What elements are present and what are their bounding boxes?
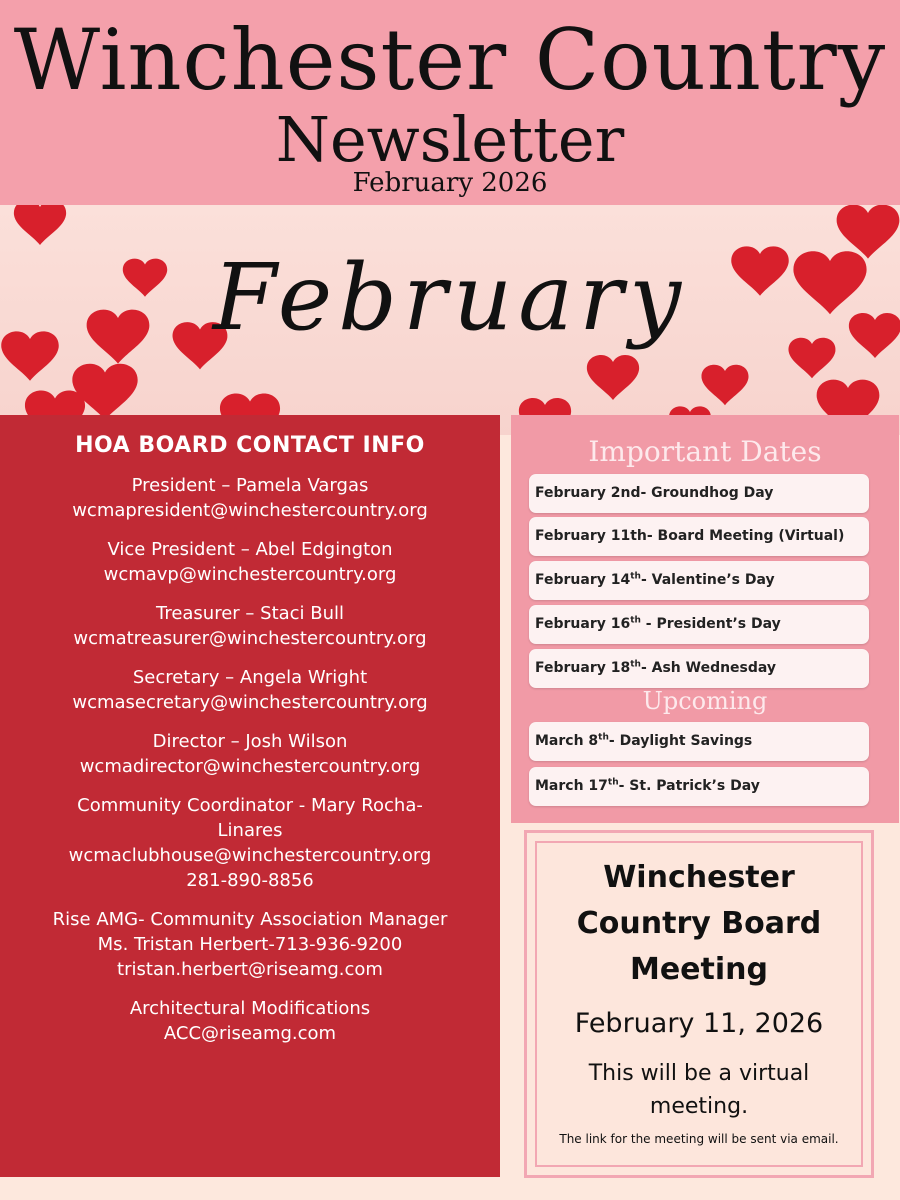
contact-entry [0, 537, 500, 587]
meeting-note: This will be a virtual meeting. [588, 1061, 810, 1119]
date-item-text: - Valentine’s Day [640, 572, 775, 588]
contact-line: Ms. Tristan Herbert-713-936-9200 [97, 934, 403, 955]
date-item [529, 605, 869, 644]
date-item [529, 722, 869, 761]
meeting-title: Winchester Country Board Meeting [576, 860, 822, 987]
date-item [529, 517, 869, 556]
date-item-text: February 16 [535, 616, 631, 632]
date-item [529, 474, 869, 513]
contact-line: Treasurer – Staci Bull [155, 603, 345, 624]
date-item-text: March 8 [535, 733, 599, 749]
date-item-text: February 2nd- Groundhog Day [535, 485, 774, 501]
date-item [529, 561, 869, 600]
contact-line: Vice President – Abel Edgington [107, 539, 393, 560]
date-item-text: March 17 [535, 778, 608, 794]
date-item-text: - Daylight Savings [608, 733, 753, 749]
contact-line: Secretary – Angela Wright [132, 667, 368, 688]
date-item-suffix: th [630, 571, 641, 582]
meeting-link-note: The link for the meeting will be sent via email. [559, 1132, 839, 1146]
contact-heading: HOA BOARD CONTACT INFO [75, 433, 425, 458]
contact-line: Rise AMG- Community Association Manager [52, 909, 448, 930]
date-item-text: - President’s Day [640, 616, 781, 632]
contact-line: wcmasecretary@winchestercountry.org [72, 692, 428, 713]
contact-line: wcmaclubhouse@winchestercountry.org [68, 845, 432, 866]
contact-line: President – Pamela Vargas [131, 475, 369, 496]
contact-line: Director – Josh Wilson [152, 731, 348, 752]
date-item-text: February 14 [535, 572, 631, 588]
contact-line: Architectural Modifications [129, 998, 371, 1019]
contact-entry [0, 601, 500, 651]
board-meeting-card [524, 830, 874, 1178]
contact-line: 281-890-8856 [186, 870, 314, 891]
date-item-suffix: th [607, 777, 619, 788]
date-item-suffix: th [598, 732, 609, 743]
newsletter-header [0, 0, 900, 205]
newsletter-title: Winchester Country [13, 11, 887, 109]
contact-entry [0, 907, 500, 982]
date-item-text: February 11th- Board Meeting (Virtual) [535, 528, 845, 544]
contact-line: Linares [217, 820, 283, 841]
banner-script-word: February [212, 244, 688, 351]
newsletter-subtitle: Newsletter [275, 103, 625, 176]
contact-line: tristan.herbert@riseamg.com [117, 959, 383, 980]
date-item [529, 649, 869, 688]
contact-line: wcmapresident@winchestercountry.org [72, 500, 428, 521]
hoa-contact-panel [0, 415, 500, 1177]
contact-entry [0, 729, 500, 779]
contact-line: Community Coordinator - Mary Rocha- [77, 795, 423, 816]
contact-entry [0, 473, 500, 523]
date-item-text: - Ash Wednesday [640, 660, 777, 676]
contact-line: wcmatreasurer@winchestercountry.org [73, 628, 427, 649]
date-item [529, 767, 869, 806]
meeting-date: February 11, 2026 [574, 1008, 824, 1039]
contact-entry [0, 996, 500, 1046]
date-item-suffix: th [630, 615, 641, 626]
contact-entry [0, 665, 500, 715]
date-item-suffix: th [630, 659, 641, 670]
date-item-text: - St. Patrick’s Day [618, 778, 760, 794]
issue-date: February 2026 [352, 168, 548, 198]
contact-list [0, 473, 500, 1046]
contact-line: wcmadirector@winchestercountry.org [79, 756, 421, 777]
contact-entry [0, 793, 500, 893]
important-dates-panel [511, 415, 899, 823]
contact-line: wcmavp@winchestercountry.org [103, 564, 397, 585]
february-banner [0, 205, 900, 435]
date-item-text: February 18 [535, 660, 631, 676]
important-dates-heading: Important Dates [588, 435, 822, 468]
upcoming-heading: Upcoming [642, 687, 768, 715]
contact-line: ACC@riseamg.com [163, 1023, 337, 1044]
